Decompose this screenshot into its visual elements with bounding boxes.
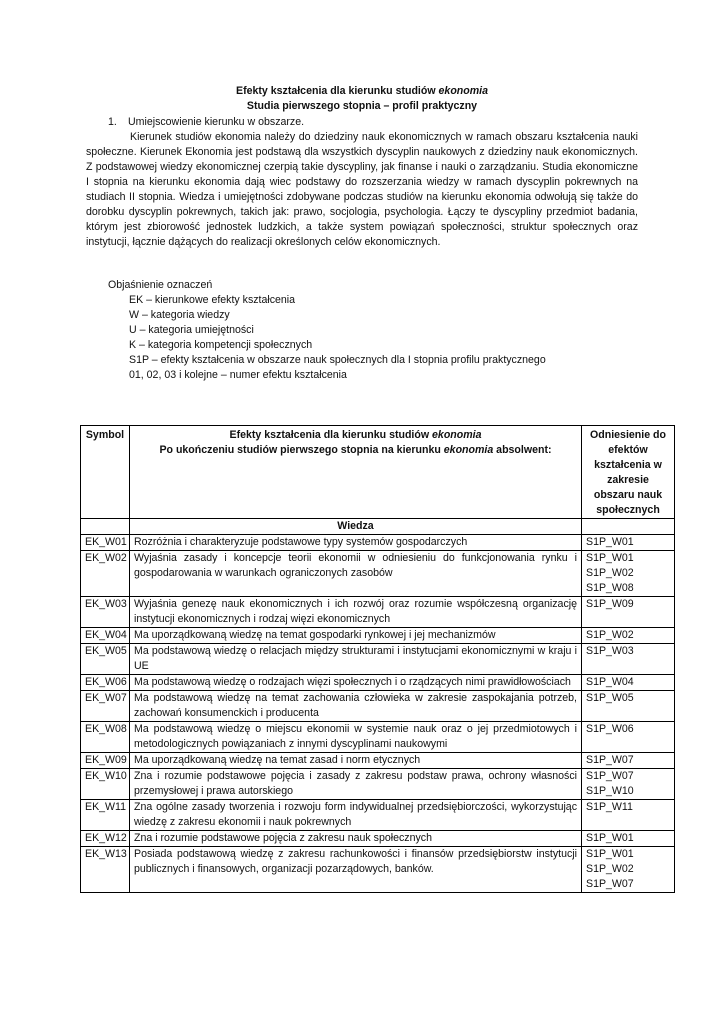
- legend: [108, 278, 546, 383]
- section-cell-empty: [81, 519, 130, 535]
- reference-code: S1P_W01: [586, 552, 634, 564]
- outcome-description: Ma podstawową wiedzę na temat zachowania człowieka w zakresie zaspokajania potrzeb, zachowań konsumenckich i producenta: [130, 691, 582, 722]
- outcome-reference-codes: [582, 769, 675, 800]
- reference-code: S1P_W02: [586, 567, 634, 579]
- outcomes-table: [80, 425, 675, 893]
- legend-item: K – kategoria kompetencji społecznych: [129, 339, 313, 351]
- outcome-reference-codes: [582, 831, 675, 847]
- reference-code: S1P_W01: [586, 832, 634, 844]
- table-row: [81, 722, 675, 753]
- section-heading: [108, 115, 304, 130]
- outcome-description: Ma uporządkowaną wiedzę na temat zasad i norm etycznych: [130, 753, 582, 769]
- section-number: 1.: [108, 116, 117, 128]
- outcome-reference-codes: [582, 551, 675, 597]
- reference-code: S1P_W02: [586, 629, 634, 641]
- outcome-reference-codes: [582, 691, 675, 722]
- outcome-reference-codes: [582, 628, 675, 644]
- outcome-symbol: EK_W03: [81, 597, 130, 628]
- outcome-description: Ma podstawową wiedzę o relacjach między strukturami i instytucjami ekonomicznymi w kraju i UE: [130, 644, 582, 675]
- reference-code: S1P_W01: [586, 536, 634, 548]
- outcome-symbol: EK_W02: [81, 551, 130, 597]
- outcome-description: Zna i rozumie podstawowe pojęcia i zasady z zakresu podstaw prawa, ochrony własności przemysłowej i prawa autorskiego: [130, 769, 582, 800]
- table-row: [81, 644, 675, 675]
- section-title: Umiejscowienie kierunku w obszarze.: [128, 116, 305, 128]
- reference-code: S1P_W08: [586, 582, 634, 594]
- outcome-symbol: EK_W08: [81, 722, 130, 753]
- intro-paragraph: Kierunek studiów ekonomia należy do dziedziny nauk ekonomicznych w ramach obszaru kształcenia nauki społeczne. Kierunek Ekonomia jest podstawą dla wszystkich dyscyplin naukowych z dziedziny nauk ekonomicznych. Z podstawowej wiedzy ekonomicznej czerpią takie dyscypliny, jak finanse i nauki o zarządzaniu. Studia ekonomiczne I stopnia na kierunku ekonomia dają wiec podstawy do rozszerzania wiedzy w ramach dyscyplin pokrewnych na studiach II stopnia. Wiedza i umiejętności zdobywane podczas studiów na kierunku ekonomia odwołują się także do dorobku dyscyplin pokrewnych, takich jak: prawo, socjologia, psychologia. Łączy te dyscypliny przedmiot badania, którym jest zbiorowość jednostek ludzkich, a także system powiązań społeczności, struktur społecznych oraz instytucji, łącznie dążących do realizacji określonych celów ekonomicznych.: [86, 131, 638, 248]
- section-cell-empty: [582, 519, 675, 535]
- legend-item: 01, 02, 03 i kolejne – numer efektu kształcenia: [129, 369, 347, 381]
- outcome-description: Wyjaśnia genezę nauk ekonomicznych i ich rozwój oraz rozumie współczesną organizację instytucji ekonomicznych i rodzaj więzi ekonomicznych: [130, 597, 582, 628]
- section-label: Wiedza: [130, 519, 582, 535]
- outcome-description: Wyjaśnia zasady i koncepcje teorii ekonomii w odniesieniu do funkcjonowania rynku i gospodarowania w warunkach ograniczonych zasobów: [130, 551, 582, 597]
- reference-code: S1P_W06: [586, 723, 634, 735]
- section-row: [81, 519, 675, 535]
- outcome-description: Rozróżnia i charakteryzuje podstawowe typy systemów gospodarczych: [130, 535, 582, 551]
- header-line1-prefix: Efekty kształcenia dla kierunku studiów: [229, 429, 433, 441]
- table-row: [81, 847, 675, 893]
- reference-code: S1P_W07: [586, 770, 634, 782]
- reference-code: S1P_W02: [586, 863, 634, 875]
- outcome-description: Ma podstawową wiedzę o rodzajach więzi społecznych i o rządzących nimi prawidłowościach: [130, 675, 582, 691]
- outcome-symbol: EK_W11: [81, 800, 130, 831]
- table-row: [81, 628, 675, 644]
- reference-code: S1P_W05: [586, 692, 634, 704]
- title-prefix: Efekty kształcenia dla kierunku studiów: [236, 85, 439, 97]
- legend-item: U – kategoria umiejętności: [129, 324, 254, 336]
- table-row: [81, 800, 675, 831]
- reference-code: S1P_W03: [586, 645, 634, 657]
- header-line2-suffix: absolwent:: [493, 444, 552, 456]
- outcome-description: Ma podstawową wiedzę o miejscu ekonomii w systemie nauk oraz o jej przedmiotowych i metodologicznych powiązaniach z innymi dyscyplinami naukowymi: [130, 722, 582, 753]
- outcome-symbol: EK_W05: [81, 644, 130, 675]
- outcome-reference-codes: [582, 597, 675, 628]
- outcome-reference-codes: [582, 847, 675, 893]
- header-line2-emph: ekonomia: [443, 444, 494, 456]
- header-symbol: Symbol: [81, 426, 130, 519]
- legend-item: S1P – efekty kształcenia w obszarze nauk społecznych dla I stopnia profilu praktycznego: [129, 354, 546, 366]
- outcome-reference-codes: [582, 800, 675, 831]
- table-row: [81, 831, 675, 847]
- title-emphasis: ekonomia: [438, 85, 488, 97]
- table-header-row: [81, 426, 675, 519]
- header-outcomes: [130, 426, 582, 519]
- table-row: [81, 691, 675, 722]
- header-line1-emph: ekonomia: [432, 429, 482, 441]
- reference-code: S1P_W07: [586, 754, 634, 766]
- table-row: [81, 535, 675, 551]
- outcome-symbol: EK_W06: [81, 675, 130, 691]
- outcome-description: Zna ogólne zasady tworzenia i rozwoju form indywidualnej przedsiębiorczości, wykorzystując wiedzę z zakresu ekonomii i nauk pokrewnych: [130, 800, 582, 831]
- table-row: [81, 753, 675, 769]
- outcome-reference-codes: [582, 753, 675, 769]
- reference-code: S1P_W09: [586, 598, 634, 610]
- reference-code: S1P_W01: [586, 848, 634, 860]
- outcome-reference-codes: [582, 644, 675, 675]
- header-line2-prefix: Po ukończeniu studiów pierwszego stopnia na kierunku: [159, 444, 444, 456]
- outcome-symbol: EK_W04: [81, 628, 130, 644]
- document-subtitle: Studia pierwszego stopnia – profil praktyczny: [246, 100, 478, 112]
- outcome-symbol: EK_W01: [81, 535, 130, 551]
- reference-code: S1P_W07: [586, 878, 634, 890]
- outcome-symbol: EK_W12: [81, 831, 130, 847]
- outcome-symbol: EK_W10: [81, 769, 130, 800]
- outcome-symbol: EK_W09: [81, 753, 130, 769]
- outcome-reference-codes: [582, 535, 675, 551]
- outcome-reference-codes: [582, 675, 675, 691]
- outcome-description: Zna i rozumie podstawowe pojęcia z zakresu nauk społecznych: [130, 831, 582, 847]
- document-title: [0, 84, 724, 99]
- table-row: [81, 551, 675, 597]
- table-row: [81, 675, 675, 691]
- legend-item: EK – kierunkowe efekty kształcenia: [129, 294, 296, 306]
- table-row: [81, 597, 675, 628]
- outcome-description: Ma uporządkowaną wiedzę na temat gospodarki rynkowej i jej mechanizmów: [130, 628, 582, 644]
- header-reference: Odniesienie do efektów kształcenia w zakresie obszaru nauk społecznych: [582, 426, 675, 519]
- outcome-symbol: EK_W13: [81, 847, 130, 893]
- reference-code: S1P_W11: [586, 801, 633, 813]
- outcome-description: Posiada podstawową wiedzę z zakresu rachunkowości i finansów przedsiębiorstw instytucji publicznych i finansowych, organizacji pozarządowych, banków.: [130, 847, 582, 893]
- outcome-reference-codes: [582, 722, 675, 753]
- table-row: [81, 769, 675, 800]
- reference-code: S1P_W10: [586, 785, 634, 797]
- outcome-symbol: EK_W07: [81, 691, 130, 722]
- reference-code: S1P_W04: [586, 676, 634, 688]
- legend-item: W – kategoria wiedzy: [129, 309, 230, 321]
- legend-title: Objaśnienie oznaczeń: [108, 279, 213, 291]
